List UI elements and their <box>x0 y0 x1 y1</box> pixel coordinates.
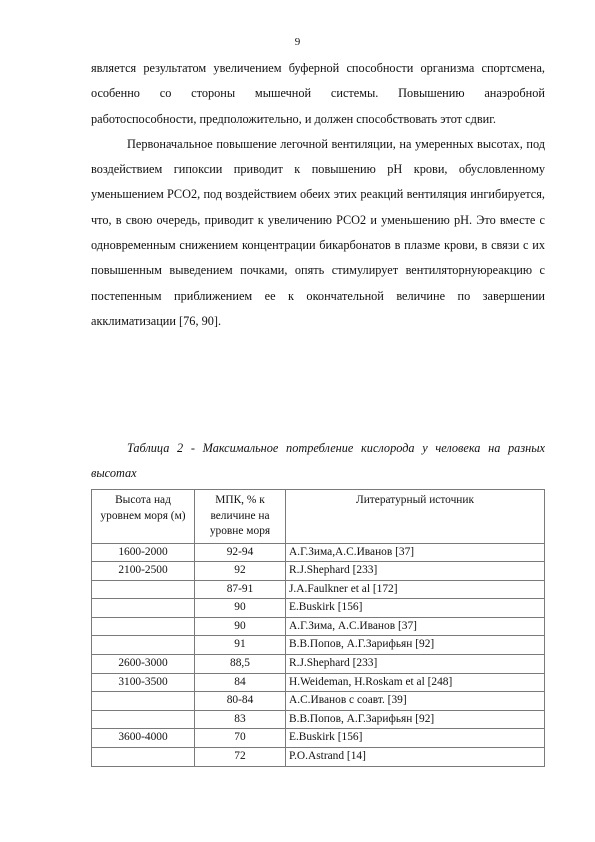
table-body <box>92 543 545 766</box>
cell-altitude <box>92 748 195 767</box>
cell-source: В.В.Попов, А.Г.Зарифьян [92] <box>286 636 545 655</box>
header-altitude: Высота над уровнем моря (м) <box>92 490 195 544</box>
cell-vo2max: 83 <box>195 710 286 729</box>
cell-vo2max: 91 <box>195 636 286 655</box>
cell-altitude <box>92 599 195 618</box>
cell-altitude <box>92 710 195 729</box>
cell-altitude <box>92 692 195 711</box>
cell-vo2max: 80-84 <box>195 692 286 711</box>
cell-source: В.В.Попов, А.Г.Зарифьян [92] <box>286 710 545 729</box>
cell-altitude: 3600-4000 <box>92 729 195 748</box>
cell-vo2max: 90 <box>195 617 286 636</box>
cell-altitude <box>92 580 195 599</box>
header-vo2max: МПК, % к величине на уровне моря <box>195 490 286 544</box>
table-header-row <box>92 490 545 544</box>
cell-source: E.Buskirk [156] <box>286 729 545 748</box>
paragraph-continuation: является результатом увеличением буферной способности организма спортсмена, особенно со стороны мышечной системы. Повышению анаэробной работоспособности, предположительно, и должен способствовать этот сдвиг. <box>91 61 545 126</box>
vo2max-altitude-table <box>91 489 545 767</box>
table-row <box>92 580 545 599</box>
paragraph-ventilation: Первоначальное повышение легочной вентиляции, на умеренных высотах, под воздействием гипоксии приводит к повышению pH крови, обусловленному уменьшением PCO2, под воздействием обеих этих реакций вентиляция ингибируется, что, в свою очередь, приводит к увеличению PCO2 и уменьшению pH. Это вместе с одновременным снижением концентрации бикарбонатов в плазме крови, в связи с их повышенным выведением почками, опять стимулирует вентиляторнуюреакцию с постепенным приближением ее к окончательной величине по завершении акклиматизации [76, 90]. <box>91 136 545 328</box>
table-row <box>92 562 545 581</box>
cell-altitude: 3100-3500 <box>92 673 195 692</box>
cell-vo2max: 88,5 <box>195 655 286 674</box>
cell-source: P.O.Astrand [14] <box>286 748 545 767</box>
cell-vo2max: 92-94 <box>195 543 286 562</box>
cell-source: R.J.Shephard [233] <box>286 562 545 581</box>
cell-vo2max: 90 <box>195 599 286 618</box>
table-row <box>92 599 545 618</box>
cell-altitude <box>92 617 195 636</box>
table-row <box>92 673 545 692</box>
cell-source: А.С.Иванов с соавт. [39] <box>286 692 545 711</box>
table-caption: Таблица 2 - Максимальное потребление кислорода у человека на разных высотах <box>91 441 545 480</box>
table-row <box>92 748 545 767</box>
table-row <box>92 617 545 636</box>
cell-source: А.Г.Зима,А.С.Иванов [37] <box>286 543 545 562</box>
cell-altitude <box>92 636 195 655</box>
cell-source: E.Buskirk [156] <box>286 599 545 618</box>
page-number: 9 <box>294 36 301 48</box>
table-row <box>92 636 545 655</box>
cell-source: R.J.Shephard [233] <box>286 655 545 674</box>
table-row <box>92 729 545 748</box>
cell-altitude: 1600-2000 <box>92 543 195 562</box>
header-source: Литературный источник <box>286 490 545 544</box>
cell-source: H.Weideman, H.Roskam et al [248] <box>286 673 545 692</box>
body-text <box>91 56 545 334</box>
table-row <box>92 655 545 674</box>
cell-altitude: 2100-2500 <box>92 562 195 581</box>
table-row <box>92 543 545 562</box>
cell-vo2max: 70 <box>195 729 286 748</box>
cell-vo2max: 87-91 <box>195 580 286 599</box>
cell-altitude: 2600-3000 <box>92 655 195 674</box>
cell-vo2max: 92 <box>195 562 286 581</box>
cell-vo2max: 84 <box>195 673 286 692</box>
table-row <box>92 710 545 729</box>
cell-source: А.Г.Зима, А.С.Иванов [37] <box>286 617 545 636</box>
cell-source: J.A.Faulkner et al [172] <box>286 580 545 599</box>
table-row <box>92 692 545 711</box>
cell-vo2max: 72 <box>195 748 286 767</box>
